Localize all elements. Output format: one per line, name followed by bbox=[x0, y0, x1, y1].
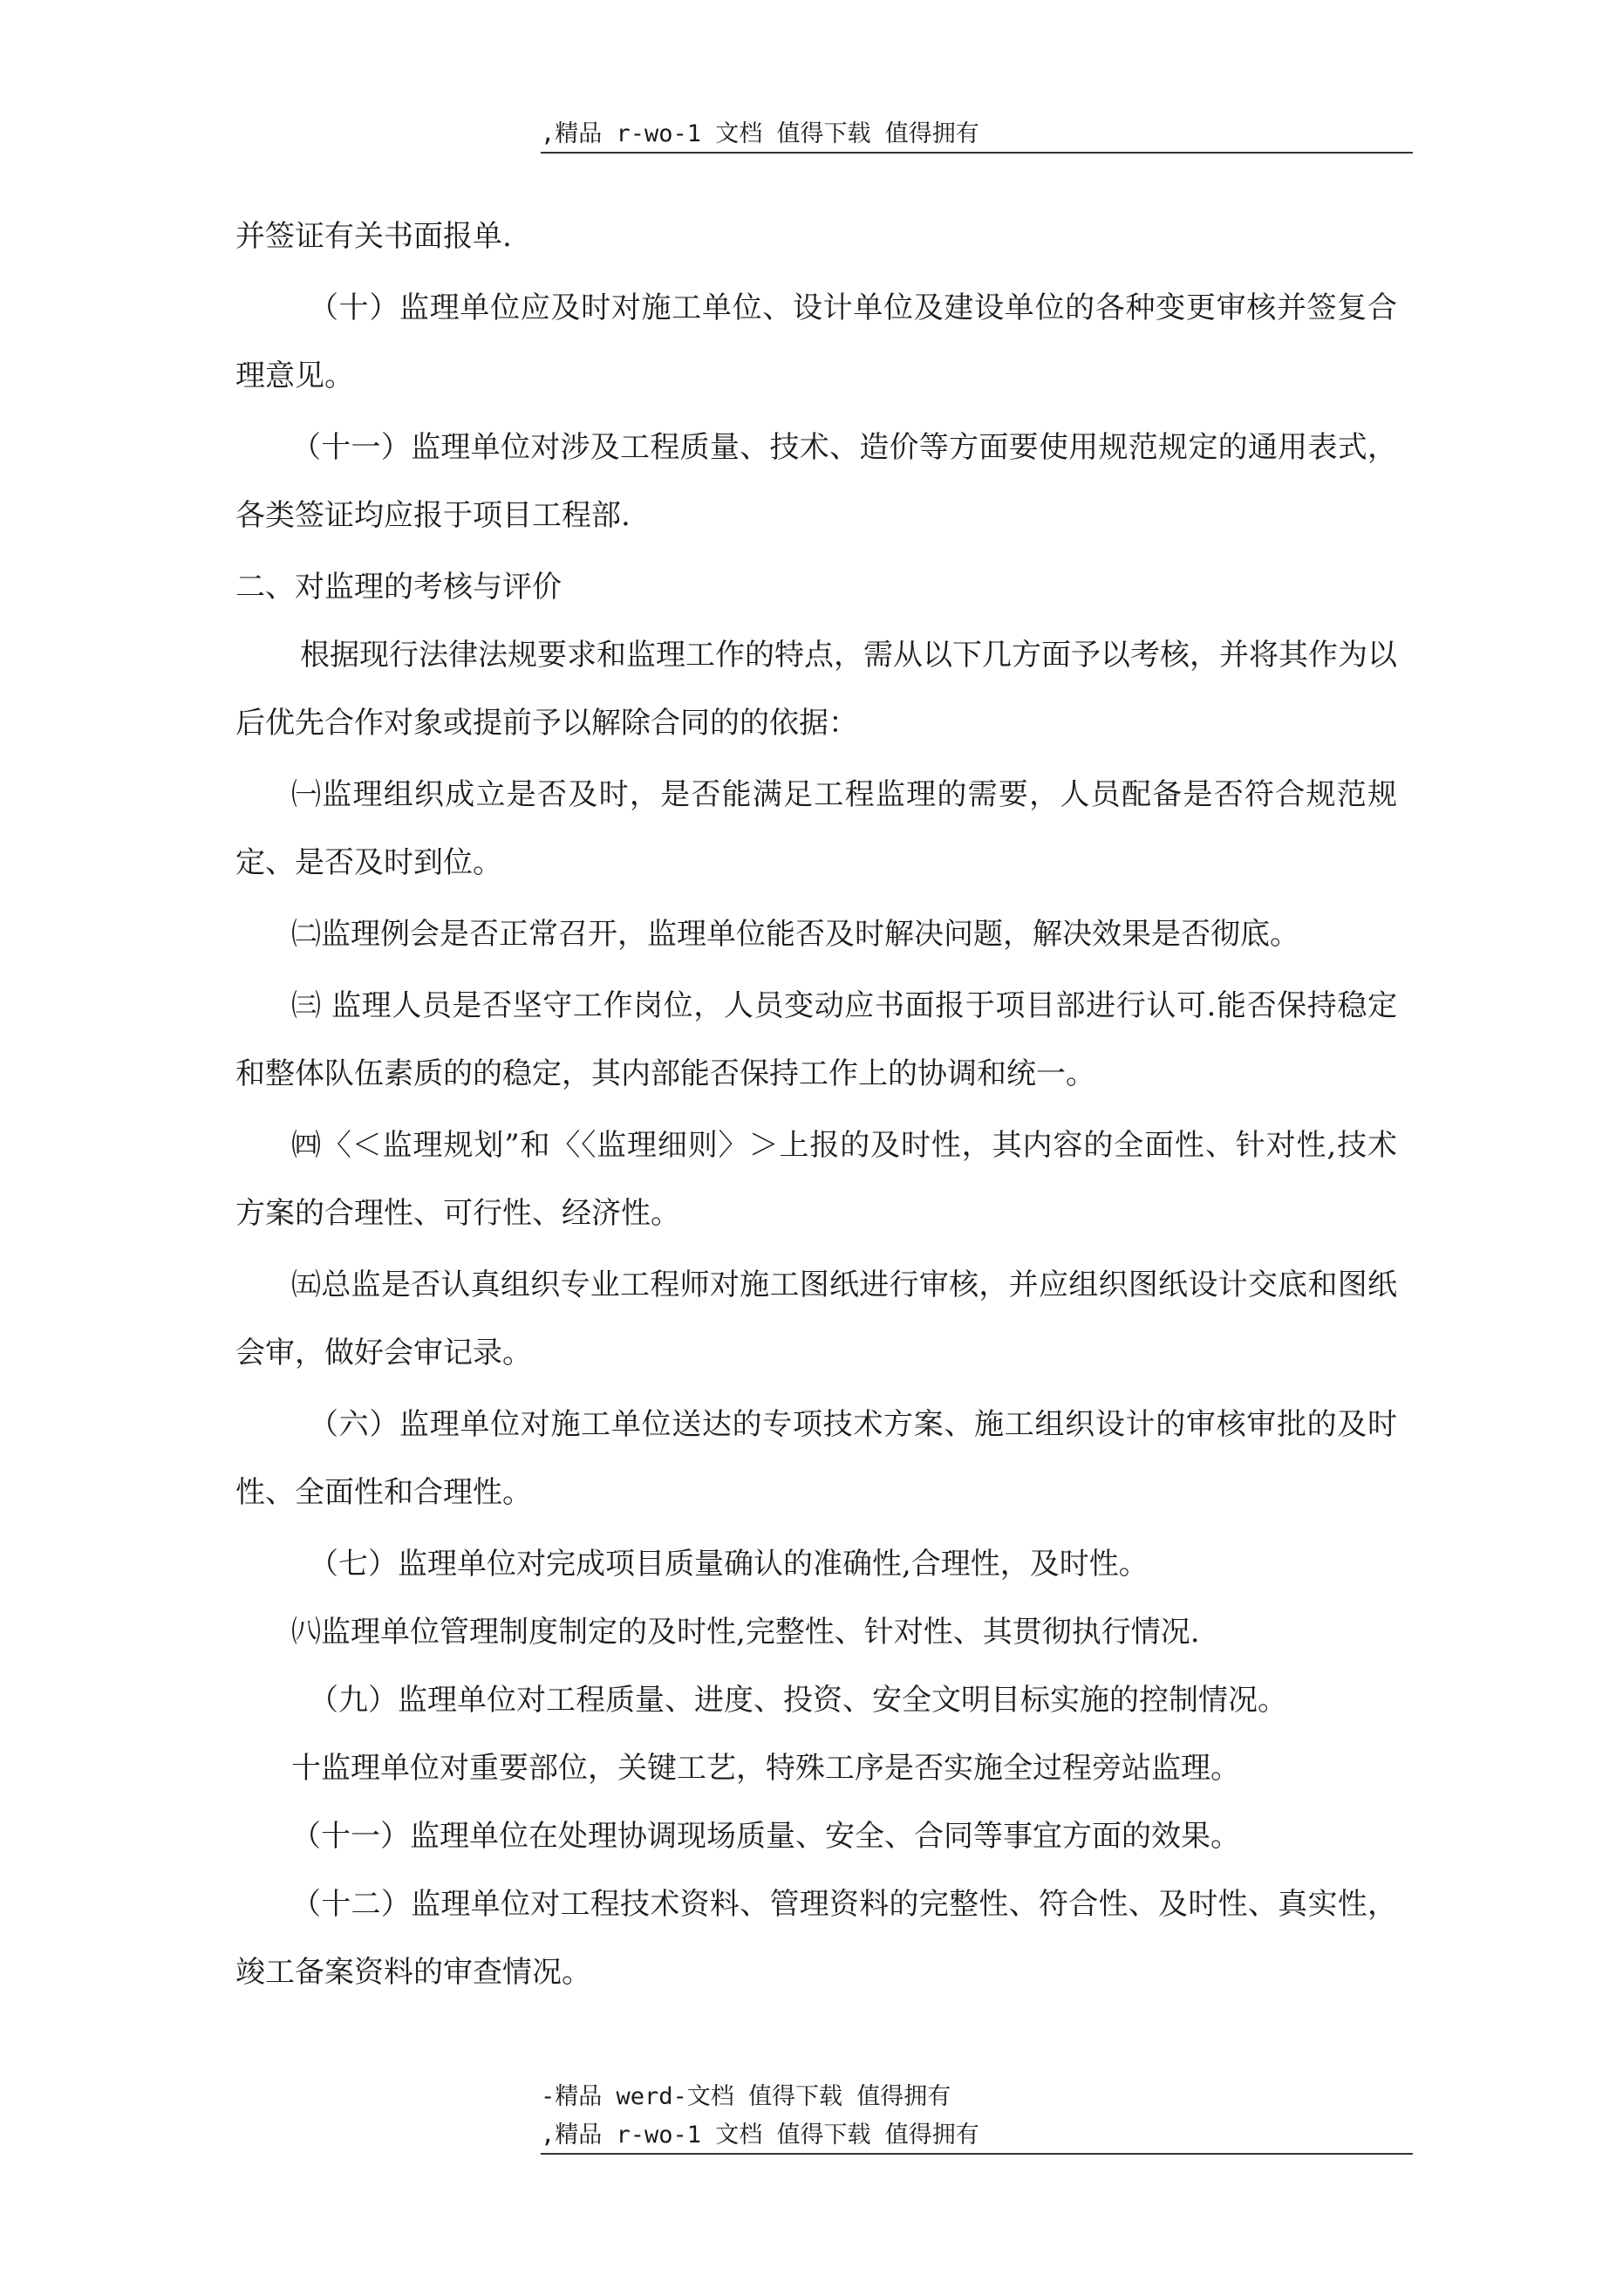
paragraph-17: （十二）监理单位对工程技术资料、管理资料的完整性、符合性、及时性、真实性，竣工备案资料的审查情况。 bbox=[235, 1887, 1397, 1990]
page-footer-line-2: ,精品 r-wo-1 文档 值得下载 值得拥有 bbox=[541, 2122, 979, 2149]
paragraph-5: 根据现行法律法规要求和监理工作的特点，需从以下几方面予以考核，并将其作为以后优先合作对象或提前予以解除合同的的依据： bbox=[235, 638, 1397, 741]
section-heading: 二、对监理的考核与评价 bbox=[235, 570, 562, 605]
document-body bbox=[235, 202, 1397, 2010]
paragraph-3: （十一）监理单位对涉及工程质量、技术、造价等方面要使用规范规定的通用表式，各类签证均应报于项目工程部. bbox=[235, 430, 1397, 533]
paragraph-1: 并签证有关书面报单. bbox=[235, 219, 512, 254]
paragraph-6: ㈠监理组织成立是否及时，是否能满足工程监理的需要，人员配备是否符合规范规定、是否及时到位。 bbox=[235, 777, 1397, 880]
paragraph-16: （十一）监理单位在处理协调现场质量、安全、合同等事宜方面的效果。 bbox=[291, 1819, 1240, 1854]
header-rule bbox=[541, 152, 1413, 154]
paragraph-14: （九）监理单位对工程质量、进度、投资、安全文明目标实施的控制情况。 bbox=[309, 1683, 1287, 1718]
footer-rule bbox=[541, 2153, 1413, 2155]
paragraph-12: （七）监理单位对完成项目质量确认的准确性,合理性，及时性。 bbox=[309, 1547, 1149, 1582]
paragraph-10: ㈤总监是否认真组织专业工程师对施工图纸进行审核，并应组织图纸设计交底和图纸会审，做好会审记录。 bbox=[235, 1268, 1397, 1370]
paragraph-9: ㈣〈＜监理规划”和〈〈监理细则〉＞上报的及时性，其内容的全面性、针对性,技术方案的合理性、可行性、经济性。 bbox=[235, 1128, 1397, 1231]
paragraph-7: ㈡监理例会是否正常召开，监理单位能否及时解决问题，解决效果是否彻底。 bbox=[291, 917, 1299, 952]
page-header: ,精品 r-wo-1 文档 值得下载 值得拥有 bbox=[541, 120, 979, 147]
paragraph-15: 十监理单位对重要部位，关键工艺，特殊工序是否实施全过程旁站监理。 bbox=[291, 1751, 1240, 1786]
paragraph-13: ㈧监理单位管理制度制定的及时性,完整性、针对性、其贯彻执行情况. bbox=[291, 1615, 1200, 1650]
page-footer-line-1: -精品 werd-文档 值得下载 值得拥有 bbox=[541, 2083, 951, 2110]
paragraph-8: ㈢ 监理人员是否坚守工作岗位，人员变动应书面报于项目部进行认可.能否保持稳定和整体队伍素质的的稳定，其内部能否保持工作上的协调和统一。 bbox=[235, 988, 1397, 1091]
paragraph-2: （十）监理单位应及时对施工单位、设计单位及建设单位的各种变更审核并签复合理意见。 bbox=[235, 290, 1397, 393]
paragraph-11: （六）监理单位对施工单位送达的专项技术方案、施工组织设计的审核审批的及时性、全面性和合理性。 bbox=[235, 1407, 1397, 1510]
